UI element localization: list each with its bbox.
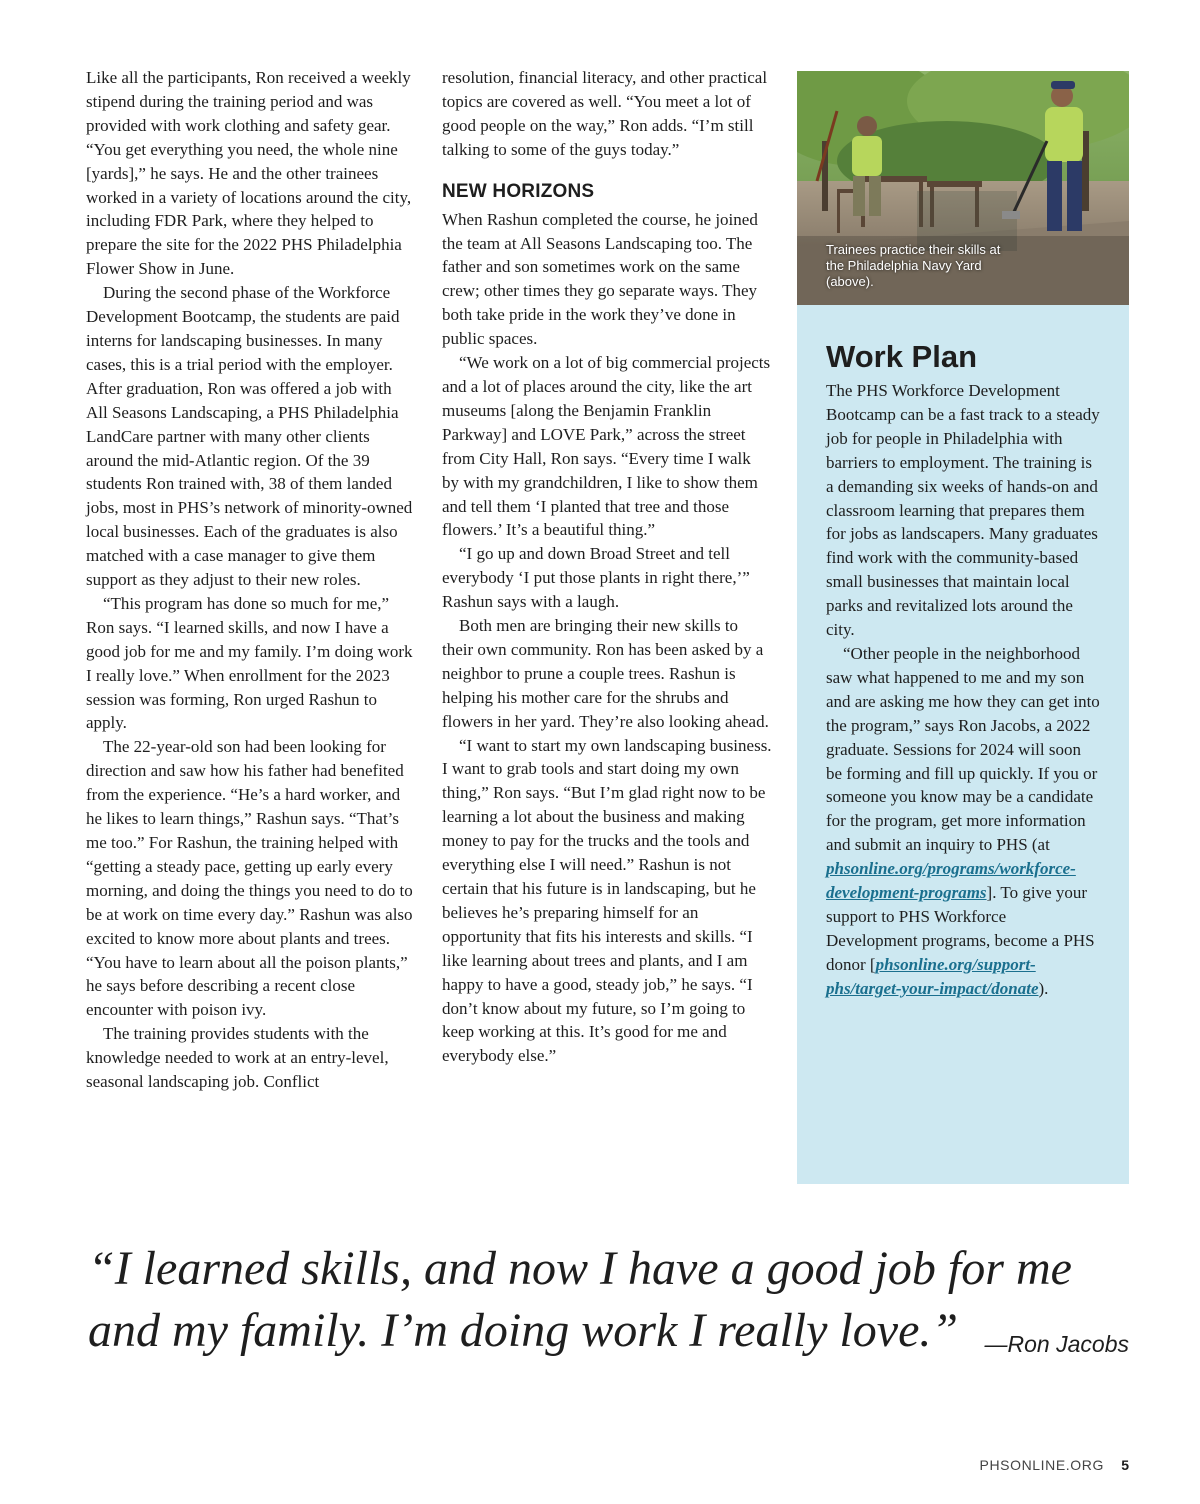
body-paragraph: resolution, financial literacy, and other practical topics are covered as well. “You meet a lot of good people on the way,” Ron adds. “I’m still talking to some of the guys today.” [442,68,768,159]
body-paragraph: The 22-year-old son had been looking for direction and saw how his father had benefited from the experience. “He’s a hard worker, and he likes to learn things,” Rashun says. “That’s me too.” For Rashun, the training helped with “getting a steady pace, getting up early every morning, and doing the things you need to do to be at work on time every day.” Rashun was also excited to know more about plants and trees. “You have to learn about all the poison plants,” he says before describing a recent close encounter with poison ivy. [86,737,413,1020]
sidebar-paragraph [826,642,1101,1001]
body-paragraph: During the second phase of the Workforce Development Bootcamp, the students are paid interns for landscaping businesses. In many cases, this is a trial period with the employer. After graduation, Ron was offered a job with All Seasons Landscaping, a PHS Philadelphia LandCare partner with many other clients around the mid-Atlantic region. Of the 39 students Ron trained with, 38 of them landed jobs, most in PHS’s network of minority-owned local businesses. Each of the graduates is also matched with a case manager to give them support as they adjust to their new roles. [86,283,413,590]
quote-attribution: —Ron Jacobs [984,1331,1129,1357]
body-paragraph: Like all the participants, Ron received a weekly stipend during the training period and was provided with work clothing and safety gear. “You get everything you need, the whole nine [yards],” he says. He and the other trainees worked in a variety of locations around the city, including FDR Park, where they helped to prepare the site for the 2022 PHS Philadelphia Flower Show in June. [86,68,412,279]
sidebar-text: ). [1038,978,1049,998]
photo-caption: Trainees practice their skills at the Philadelphia Navy Yard (above). [826,242,1001,289]
pull-quote: “I learned skills, and now I have a good job for me and my family. I’m doing work I really love.” [88,1242,1072,1357]
section-subhead: NEW HORIZONS [442,180,595,202]
sidebar-text: “Other people in the neighborhood saw what happened to me and my son and are asking me how they can get into the program,” says Ron Jacobs, a 2022 graduate. Sessions for 2024 will soon be forming and fill up quickly. If you or someone you know may be a candidate for the program, get more information and submit an inquiry to PHS (at [826,643,1100,855]
article-column-1 [86,66,416,1094]
work-plan-sidebar [797,305,1129,1184]
body-paragraph: “We work on a lot of big commercial projects and a lot of places around the city, like the art museums [along the Benjamin Franklin Parkway] and LOVE Park,” across the street from City Hall, Ron says. “Every time I walk by with my grandchildren, I like to show them and tell them ‘I planted that tree and those flowers.’ It’s a beautiful thing.” [442,353,771,540]
donate-link[interactable]: phsonline.org/support-phs/target-your-impact/donate [826,954,1039,998]
article-column-2 [442,66,772,1068]
body-paragraph: “I want to start my own landscaping business. I want to grab tools and start doing my own thing,” Ron says. “But I’m glad right now to be learning a lot about the business and making money to pay for the trucks and the tools and everything else I will need.” Rashun is not certain that his future is in landscaping, but he believes he’s preparing himself for an opportunity that fits his interests and skills. “I like learning about trees and plants, and I am happy to have a good, steady job,” he says. “I don’t know about my future, so I’m going to keep working at this. It’s good for me and everybody else.” [442,735,772,1066]
page-number: 5 [1121,1457,1129,1473]
body-paragraph: When Rashun completed the course, he joined the team at All Seasons Landscaping too. The father and son sometimes work on the same crew; other times they go separate ways. They both take pride in the work they’ve done in public spaces. [442,209,758,349]
body-paragraph: “This program has done so much for me,” Ron says. “I learned skills, and now I have a good job for me and my family. I’m doing work I really love.” When enrollment for the 2023 session was forming, Ron urged Rashun to apply. [86,593,413,733]
sidebar-paragraph: The PHS Workforce Development Bootcamp can be a fast track to a steady job for people in Philadelphia with barriers to employment. The training is a demanding six weeks of hands-on and classroom learning that prepares them for jobs as landscapers. Many graduates find work with the community-based small businesses that maintain local parks and revitalized lots around the city. [826,381,1100,640]
body-paragraph: “I go up and down Broad Street and tell everybody ‘I put those plants in right there,’” Rashun says with a laugh. [442,544,750,612]
body-paragraph: The training provides students with the knowledge needed to work at an entry-level, seasonal landscaping job. Conflict [86,1024,389,1092]
sidebar-text: ]. To give your support to PHS Workforce Development programs, become a PHS donor [ [826,883,1095,974]
workforce-programs-link[interactable]: phsonline.org/programs/workforce-development-programs [826,859,1076,903]
body-paragraph: Both men are bringing their new skills to their own community. Ron has been asked by a neighbor to prune a couple trees. Rashun is helping his mother care for the shrubs and flowers in her yard. They’re also looking ahead. [442,616,769,731]
trainees-photo [797,71,1129,305]
footer-site: PHSONLINE.ORG [979,1457,1104,1473]
sidebar-title: Work Plan [826,339,978,374]
